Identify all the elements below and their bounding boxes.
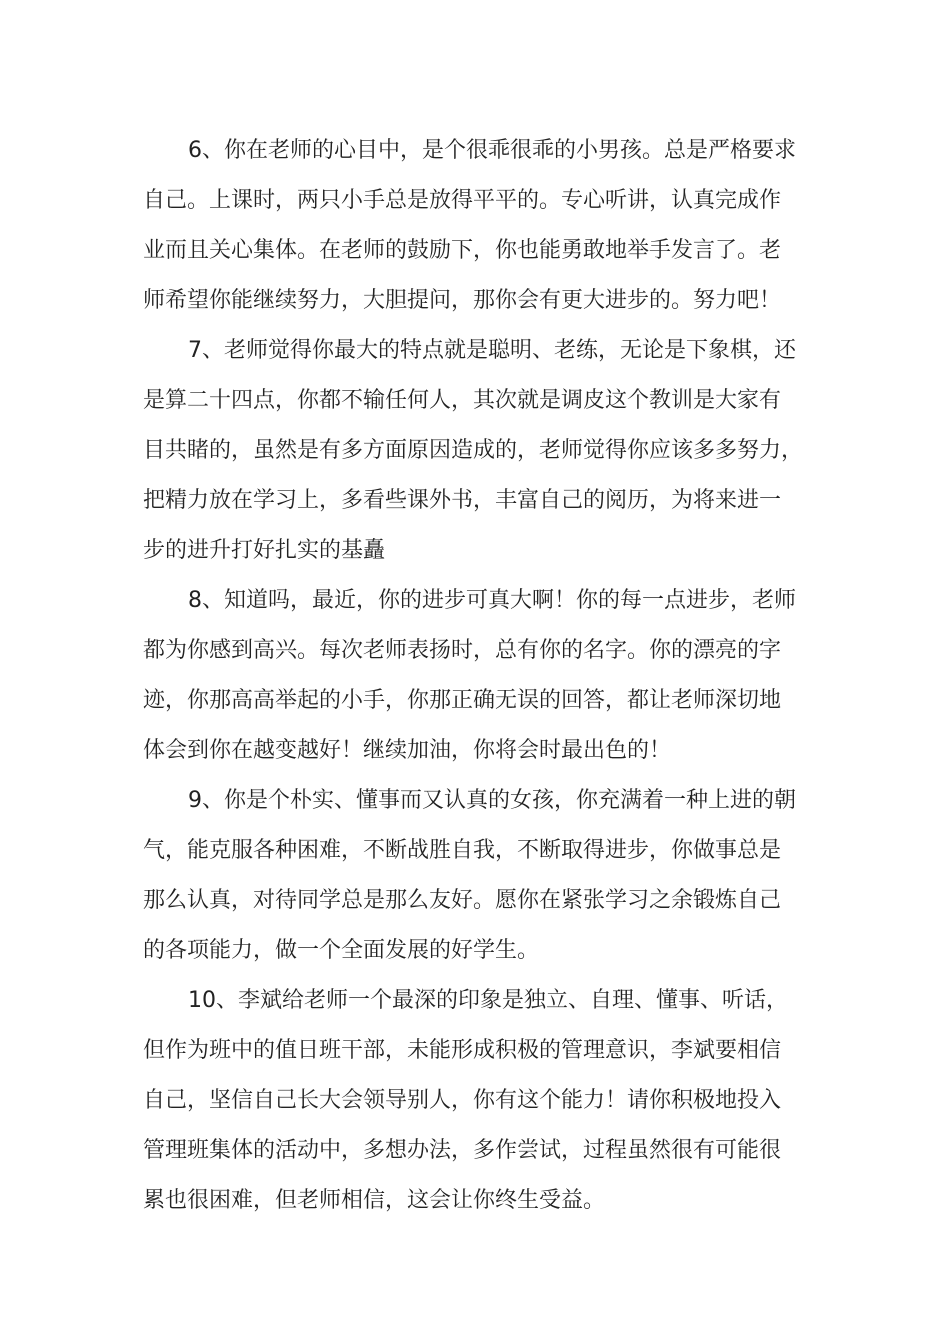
text-line: 10、李斌给老师一个最深的印象是独立、自理、懂事、听话，: [188, 988, 788, 1013]
text-line: 业而且关心集体。在老师的鼓励下，你也能勇敢地举手发言了。老: [143, 238, 782, 263]
text-line: 自己。上课时，两只小手总是放得平平的。专心听讲，认真完成作: [143, 188, 782, 213]
text-line: 6、你在老师的心目中，是个很乖很乖的小男孩。总是严格要求: [188, 138, 796, 163]
text-line: 迹，你那高高举起的小手，你那正确无误的回答，都让老师深切地: [143, 688, 782, 713]
text-line: 目共睹的，虽然是有多方面原因造成的，老师觉得你应该多多努力，: [143, 438, 804, 463]
text-line: 把精力放在学习上，多看些课外书，丰富自己的阅历，为将来进一: [143, 488, 782, 513]
paragraph-8: [143, 576, 825, 776]
text-line: 自己，坚信自己长大会领导别人，你有这个能力！请你积极地投入: [143, 1088, 782, 1113]
text-line: 师希望你能继续努力，大胆提问，那你会有更大进步的。努力吧！: [143, 288, 782, 313]
document-body: [143, 126, 825, 1226]
text-line: 都为你感到高兴。每次老师表扬时，总有你的名字。你的漂亮的字: [143, 638, 782, 663]
text-line: 7、老师觉得你最大的特点就是聪明、老练，无论是下象棋，还: [188, 338, 796, 363]
paragraph-7: [143, 326, 825, 576]
text-line: 的各项能力，做一个全面发展的好学生。: [143, 938, 540, 963]
paragraph-9: [143, 776, 825, 976]
text-line: 8、知道吗，最近，你的进步可真大啊！你的每一点进步，老师: [188, 588, 796, 613]
text-line: 9、你是个朴实、懂事而又认真的女孩，你充满着一种上进的朝: [188, 788, 796, 813]
text-line: 管理班集体的活动中，多想办法，多作尝试，过程虽然很有可能很: [143, 1138, 782, 1163]
text-line: 步的进升打好扎实的基矗: [143, 538, 386, 563]
text-line: 是算二十四点，你都不输任何人，其次就是调皮这个教训是大家有: [143, 388, 782, 413]
paragraph-10: [143, 976, 825, 1226]
text-line: 那么认真，对待同学总是那么友好。愿你在紧张学习之余锻炼自己: [143, 888, 782, 913]
text-line: 累也很困难，但老师相信，这会让你终生受益。: [143, 1188, 606, 1213]
text-line: 但作为班中的值日班干部，未能形成积极的管理意识，李斌要相信: [143, 1038, 782, 1063]
text-line: 气，能克服各种困难，不断战胜自我，不断取得进步，你做事总是: [143, 838, 782, 863]
paragraph-6: [143, 126, 825, 326]
text-line: 体会到你在越变越好！继续加油，你将会时最出色的！: [143, 738, 672, 763]
